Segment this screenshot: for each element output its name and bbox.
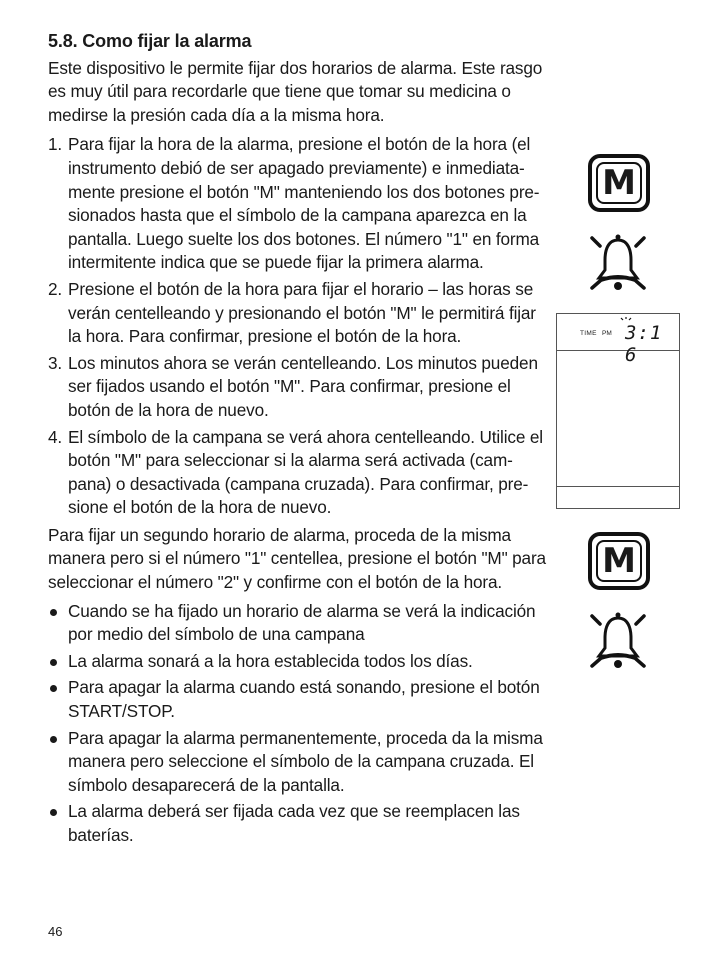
note-item: La alarma deberá ser fijada cada vez que se reemplacen las baterías.	[48, 800, 548, 847]
step-number: 1.	[48, 134, 63, 155]
steps-list	[48, 133, 548, 520]
bullet-dot-icon	[50, 609, 57, 616]
step-item	[48, 426, 548, 520]
intro-paragraph: Este dispositivo le permite fijar dos horarios de alarma. Este rasgo es muy útil para recordarle que tiene que tomar su medicina o medirse la presión cada día a la misma hora.	[48, 57, 543, 125]
note-item: La alarma sonará a la hora establecida todos los días.	[48, 650, 548, 674]
bullet-dot-icon	[50, 685, 57, 692]
m-button-label: M	[602, 541, 636, 581]
step-text: Los minutos ahora se verán centelleando. Los minutos pueden ser fijados usando el botón "M". Para confirmar, presione el botón de la hora de nuevo.	[68, 352, 538, 420]
page-number: 46	[48, 924, 63, 939]
bullet-dot-icon	[50, 736, 57, 743]
alarm-bell-icon	[582, 604, 654, 676]
lcd-display-illustration	[556, 313, 680, 509]
lcd-pm-label: PM	[602, 330, 612, 337]
lcd-time-label: TIME	[580, 330, 597, 337]
step-number: 3.	[48, 352, 63, 373]
bullet-dot-icon	[50, 659, 57, 666]
lcd-divider	[557, 486, 679, 487]
main-text	[48, 30, 548, 851]
bullet-dot-icon	[50, 809, 57, 816]
step-item	[48, 133, 548, 275]
lcd-time-value: 3:1 6	[625, 322, 663, 366]
step-number: 4.	[48, 426, 63, 447]
step-text: Para fijar la hora de la alarma, presione el botón de la hora (el instrumento debió de ser apagado previamente) e inmediata-mente presione el botón "M" manteniendo los dos botones pre-sionados hasta que el símbolo de la campana aparezca en la pantalla. Luego suelte los dos botones. El número "1" en forma intermitente indica que se puede fijar la primera alarma.	[68, 134, 540, 273]
second-alarm-paragraph: Para fijar un segundo horario de alarma, proceda de la misma manera pero si el número "1" centellea, presione el botón "M" para seleccionar el número "2" y confirme con el botón de la hora.	[48, 524, 546, 593]
note-item: Para apagar la alarma permanentemente, proceda da la misma manera pero seleccione el símbolo de la campana cruzada. El símbolo desaparecerá de la pantalla.	[48, 727, 548, 798]
step-item	[48, 352, 548, 423]
step-text: El símbolo de la campana se verá ahora centelleando. Utilice el botón "M" para seleccionar si la alarma será activada (cam-pana) o desactivada (campana cruzada). Para confirmar, pre-sione el botón de la hora de nuevo.	[68, 426, 543, 518]
note-item: Para apagar la alarma cuando está sonando, presione el botón START/STOP.	[48, 676, 548, 723]
notes-list	[48, 600, 548, 848]
note-item: Cuando se ha fijado un horario de alarma se verá la indicación por medio del símbolo de una campana	[48, 600, 548, 647]
step-text: Presione el botón de la hora para fijar el horario – las horas se verán centelleando y presionando el botón "M" le permitirá fijar la hora. Para confirmar, presione el botón de la hora.	[68, 278, 536, 347]
step-item	[48, 278, 548, 349]
section-heading: 5.8. Como fijar la alarma	[48, 31, 252, 51]
m-button-illustration	[588, 532, 650, 590]
m-button-label: M	[602, 163, 636, 203]
alarm-bell-icon	[582, 226, 654, 298]
m-button-illustration	[588, 154, 650, 212]
facing-page-bleed	[548, 30, 720, 134]
step-number: 2.	[48, 278, 63, 299]
